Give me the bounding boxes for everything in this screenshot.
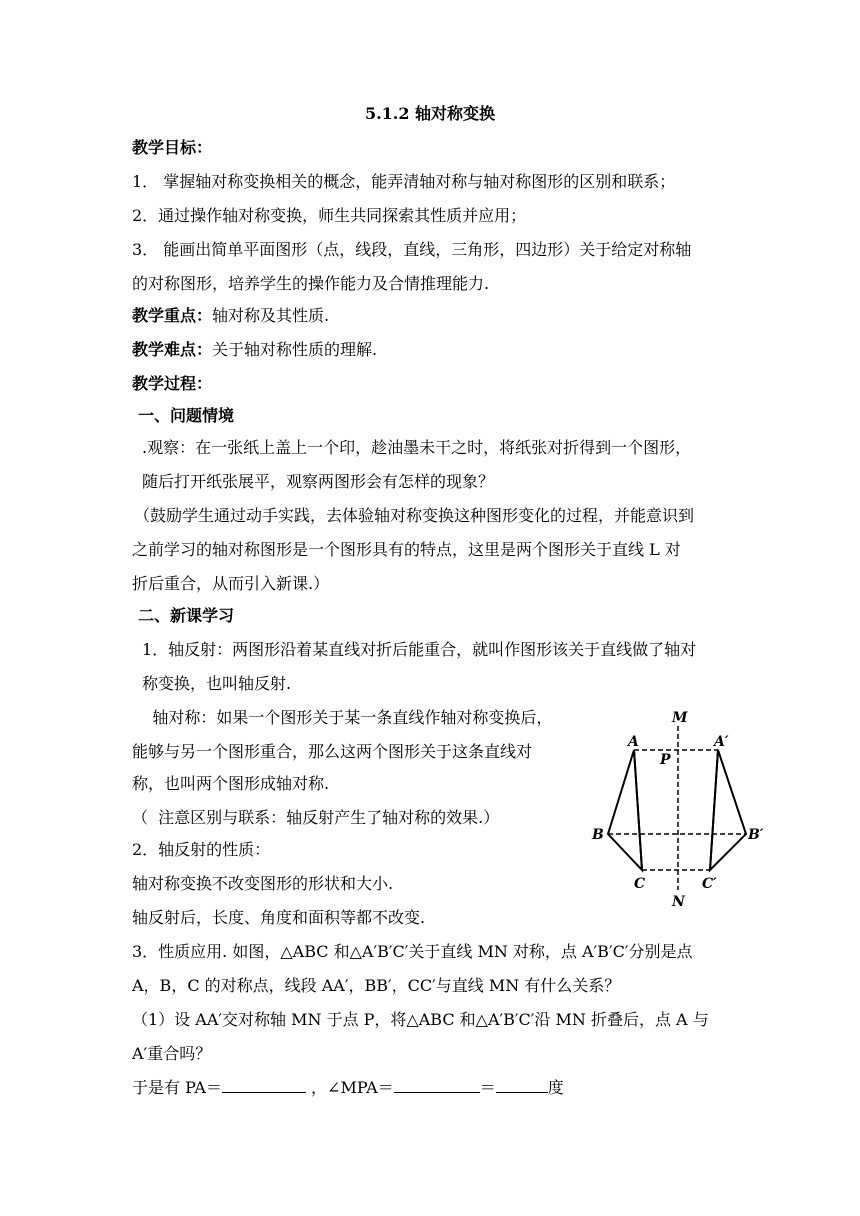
label-a-prime: A′: [714, 734, 729, 750]
section2-line-11: A，B，C 的对称点，线段 AA′，BB′，CC′与直线 MN 有什么关系？: [132, 976, 621, 995]
label-n: N: [672, 894, 685, 910]
fill-in-line: [132, 1076, 742, 1098]
section1-heading: 一、问题情境: [138, 406, 235, 425]
key-point-text: 轴对称及其性质.: [212, 306, 330, 325]
section2-line-3: 轴对称：如果一个图形关于某一条直线作轴对称变换后，: [132, 708, 553, 727]
section2-line-2: 称变换，也叫轴反射.: [142, 674, 292, 693]
side-ac: [634, 750, 642, 870]
key-point-label: 教学重点：: [132, 306, 213, 325]
label-b: B: [592, 827, 604, 843]
label-c: C: [634, 876, 646, 892]
section2-heading: 二、新课学习: [138, 606, 235, 625]
fill-prefix: 于是有 PA＝: [132, 1078, 222, 1097]
triangle-abc: [608, 750, 642, 870]
process-heading: 教学过程：: [132, 374, 213, 393]
section2-line-6: （ 注意区别与联系：轴反射产生了轴对称的效果.）: [132, 808, 500, 827]
section1-line-2: 随后打开纸张展平，观察两图形会有怎样的现象？: [142, 472, 495, 491]
goal-2: 2．通过操作轴对称变换，师生共同探索其性质并应用；: [132, 206, 527, 225]
goal-3: 3． 能画出简单平面图形（点，线段，直线，三角形，四边形）关于给定对称轴: [132, 240, 692, 259]
fill-mid-1: ，∠MPA＝: [305, 1078, 394, 1097]
difficulty-label: 教学难点：: [132, 340, 213, 359]
section2-line-10: 3．性质应用. 如图，△ABC 和△A′B′C′关于直线 MN 对称，点 A′B′C′分别是点: [132, 942, 693, 961]
label-c-prime: C′: [702, 876, 717, 892]
section1-line-3: （鼓励学生通过动手实践，去体验轴对称变换这种图形变化的过程，并能意识到: [134, 506, 695, 525]
goal-3-cont: 的对称图形，培养学生的操作能力及合情推理能力.: [132, 274, 490, 293]
section2-line-1: 1．轴反射：两图形沿着某直线对折后能重合，就叫作图形该关于直线做了轴对: [142, 640, 697, 659]
label-a: A: [628, 734, 639, 750]
blank-angle-2[interactable]: [496, 1076, 548, 1093]
difficulty-text: 关于轴对称性质的理解.: [212, 340, 378, 359]
key-point: [132, 306, 742, 326]
symmetry-figure: [588, 708, 768, 914]
section2-line-7: 2．轴反射的性质：: [132, 840, 271, 859]
section1-line-5: 折后重合，从而引入新课.）: [132, 574, 330, 593]
goals-heading: 教学目标：: [132, 138, 213, 157]
fill-suffix: 度: [547, 1078, 564, 1097]
section2-line-5: 称，也叫两个图形成轴对称.: [132, 774, 330, 793]
section1-line-4: 之前学习的轴对称图形是一个图形具有的特点，这里是两个图形关于直线 L 对: [132, 540, 681, 559]
section2-line-8: 轴对称变换不改变图形的形状和大小.: [132, 874, 394, 893]
section2-line-13: A′重合吗？: [132, 1044, 212, 1063]
difficulty: [132, 340, 742, 360]
triangle-a-prime-b-prime-c-prime: [710, 750, 746, 870]
section2-line-9: 轴反射后，长度、角度和面积等都不改变.: [132, 908, 426, 927]
fill-mid-2: ＝: [479, 1078, 496, 1097]
label-m: M: [672, 710, 688, 726]
section2-line-4: 能够与另一个图形重合，那么这两个图形关于这条直线对: [132, 742, 533, 761]
label-p: P: [660, 752, 671, 768]
section2-line-12: （1）设 AA′交对称轴 MN 于点 P，将△ABC 和△A′B′C′沿 MN 折叠后，点 A 与: [132, 1010, 709, 1029]
blank-angle-1[interactable]: [394, 1076, 480, 1093]
page-title: 5.1.2 轴对称变换: [364, 104, 496, 123]
blank-pa[interactable]: [222, 1076, 306, 1093]
section1-line-1: .观察：在一张纸上盖上一个印，趁油墨未干之时，将纸张对折得到一个图形，: [142, 438, 692, 457]
side-a-prime-c-prime: [710, 750, 718, 870]
label-b-prime: B′: [748, 827, 764, 843]
goal-1: 1． 掌握轴对称变换相关的概念，能弄清轴对称与轴对称图形的区别和联系；: [132, 172, 676, 191]
